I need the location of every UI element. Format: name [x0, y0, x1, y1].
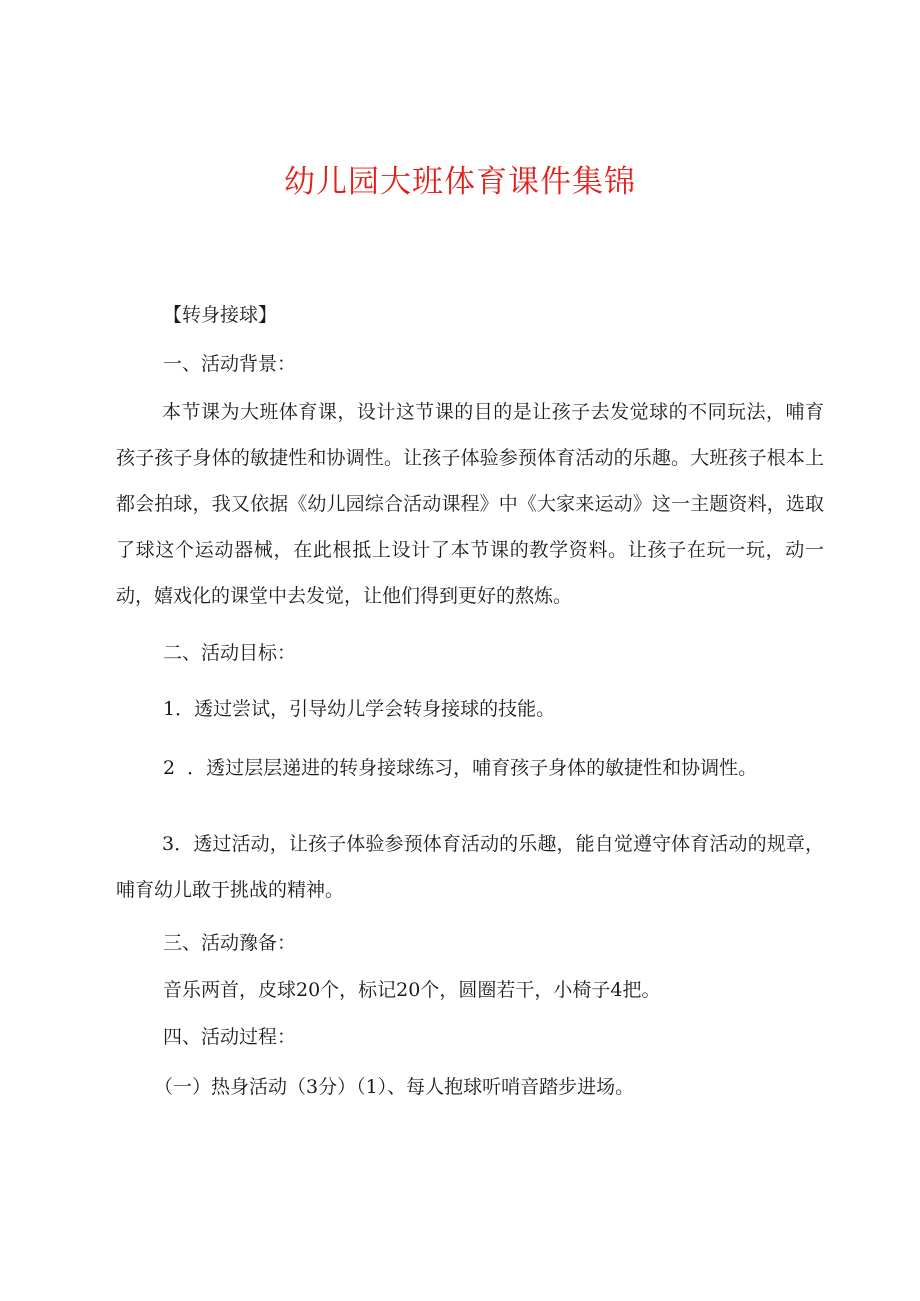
document-title: 幼儿园大班体育课件集锦 [284, 164, 636, 200]
goal-item-1-text: ．透过尝试，引导幼儿学会转身接球的技能。 [175, 698, 556, 720]
background-paragraph: 本节课为大班体育课，设计这节课的目的是让孩子去发觉球的不同玩法，哺育孩子孩子身体的敏捷性和协调性。让孩子体验参预体育活动的乐趣。大班孩子根本上都会拍球，我又依据《幼儿园综合活动课程》中《大家来运动》这一主题资料，选取了球这个运动器械，在此根抵上设计了本节课的教学资料。让孩子在玩一玩，动一动，嬉戏化的课堂中去发觉，让他们得到更好的熬炼。 [116, 401, 824, 607]
goal-item-1-number: 1 [163, 698, 176, 720]
goal-item-3 [116, 821, 824, 913]
process-text: （一）热身活动（3分）（1）、每人抱球听哨音踏步进场。 [154, 1076, 635, 1098]
section-heading: 【转身接球】 [163, 304, 278, 326]
goal-item-3-number: 3 [162, 833, 175, 855]
goal-item-2 [163, 753, 757, 783]
goals-heading: 二、活动目标： [163, 642, 297, 664]
goal-item-2-number: 2 [163, 757, 176, 779]
goal-item-1 [163, 694, 555, 724]
background-heading: 一、活动背景： [163, 353, 297, 375]
process-heading: 四、活动过程： [163, 1026, 297, 1048]
preparation-heading: 三、活动豫备： [163, 932, 297, 954]
goal-item-2-text: ．透过层层递进的转身接球练习，哺育孩子身体的敏捷性和协调性。 [187, 757, 758, 779]
goal-item-3-text: ．透过活动，让孩子体验参预体育活动的乐趣，能自觉遵守体育活动的规章，哺育幼儿敢于挑战的精神。 [116, 833, 824, 901]
preparation-text: 音乐两首，皮球20个，标记20个，圆圈若干，小椅子4把。 [163, 979, 661, 1001]
